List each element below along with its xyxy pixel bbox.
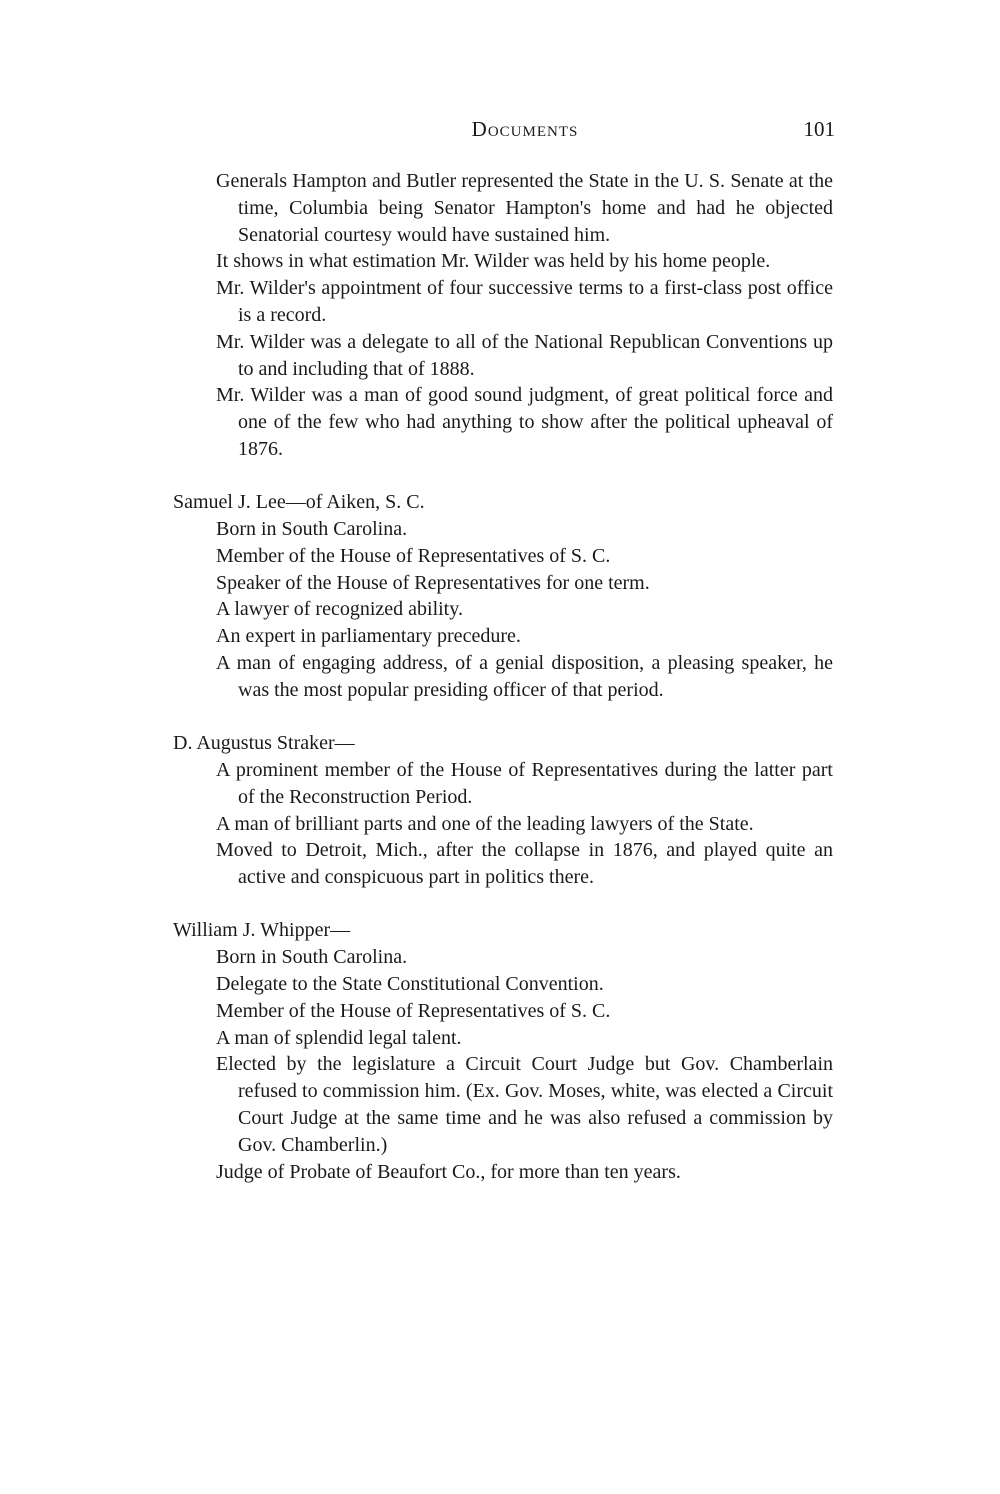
- page-body: [0, 168, 1000, 1185]
- list-item: An expert in parliamentary precedure.: [216, 625, 521, 648]
- list-item: A prominent member of the House of Representatives during the latter part of the Reconstruction Period.: [216, 758, 833, 808]
- entry-name: William J. Whipper—: [173, 919, 351, 942]
- list-item: Member of the House of Representatives of S. C.: [216, 544, 611, 567]
- entry-samuel-lee: [0, 489, 1000, 703]
- list-item: It shows in what estimation Mr. Wilder was held by his home people.: [216, 250, 771, 273]
- intro-section: [0, 168, 1000, 463]
- entry-name: D. Augustus Straker—: [173, 732, 355, 755]
- running-title: Documents: [471, 117, 579, 141]
- entry-name: Samuel J. Lee—of Aiken, S. C.: [173, 491, 425, 514]
- list-item: Born in South Carolina.: [216, 946, 408, 969]
- list-item: Speaker of the House of Representatives for one term.: [216, 571, 650, 594]
- list-item: Mr. Wilder was a man of good sound judgment, of great political force and one of the few who had anything to show after the political upheaval of 1876.: [216, 384, 833, 460]
- list-item: A man of brilliant parts and one of the leading lawyers of the State.: [216, 812, 754, 835]
- list-item: A lawyer of recognized ability.: [216, 598, 463, 621]
- list-item: A man of engaging address, of a genial disposition, a pleasing speaker, he was the most popular presiding officer of that period.: [216, 652, 833, 701]
- list-item: Delegate to the State Constitutional Convention.: [216, 973, 604, 996]
- list-item: Moved to Detroit, Mich., after the collapse in 1876, and played quite an active and conspicuous part in politics there.: [216, 839, 833, 889]
- list-item: A man of splendid legal talent.: [216, 1026, 462, 1049]
- page-number: 101: [803, 117, 835, 141]
- list-item: Generals Hampton and Butler represented the State in the U. S. Senate at the time, Columbia being Senator Hampton's home and had he objected Senatorial courtesy would have sustained him.: [216, 170, 833, 246]
- list-item: Born in South Carolina.: [216, 518, 408, 541]
- entry-augustus-straker: [0, 730, 1000, 891]
- entry-william-whipper: [0, 917, 1000, 1185]
- list-item: Judge of Probate of Beaufort Co., for more than ten years.: [216, 1160, 681, 1183]
- page-header: [215, 117, 835, 147]
- list-item: Elected by the legislature a Circuit Court Judge but Gov. Chamberlain refused to commission him. (Ex. Gov. Moses, white, was elected a Circuit Court Judge at the same time and he was also refused a commission by Gov. Chamberlin.): [216, 1053, 833, 1156]
- list-item: Mr. Wilder's appointment of four successive terms to a first-class post office is a record.: [216, 277, 833, 326]
- list-item: Mr. Wilder was a delegate to all of the National Republican Conventions up to and including that of 1888.: [216, 330, 833, 380]
- list-item: Member of the House of Representatives of S. C.: [216, 999, 611, 1022]
